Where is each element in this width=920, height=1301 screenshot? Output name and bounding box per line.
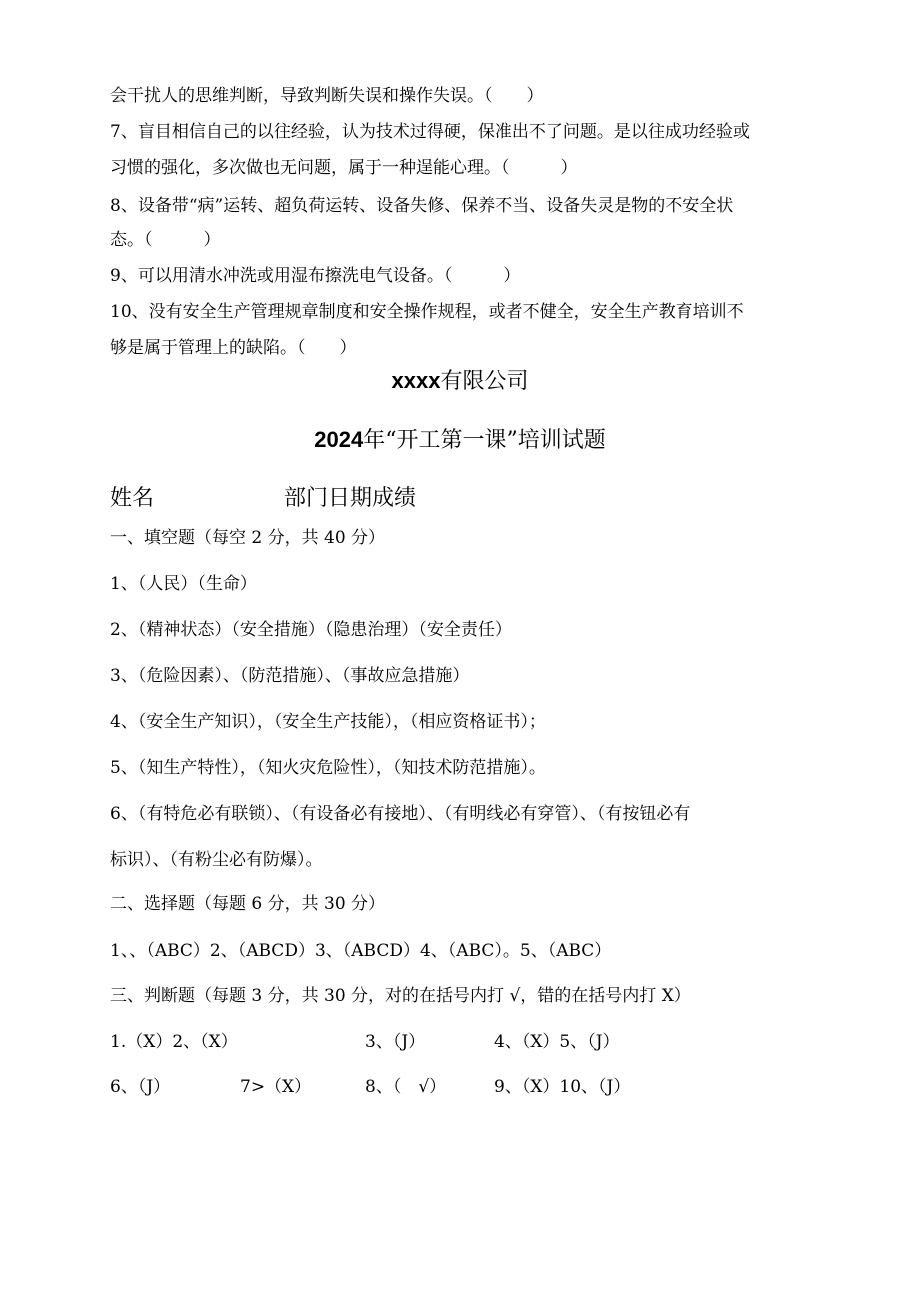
question-line: 10、没有安全生产管理规章制度和安全操作规程，或者不健全，安全生产教育培训不 [110, 302, 744, 322]
exam-title [0, 425, 920, 456]
judgment-answer: 1.（X）2、（X） [110, 1032, 238, 1052]
answer-line: 6、（有特危必有联锁）、（有设备必有接地）、（有明线必有穿管）、（有按钮必有 [110, 804, 691, 824]
section-heading: 三、判断题（每题 3 分，共 30 分，对的在括号内打 √，错的在括号内打 X） [110, 986, 691, 1006]
judgment-answer: 6、（J） [110, 1077, 171, 1097]
answer-line: 3、（危险因素）、（防范措施）、（事故应急措施） [110, 666, 470, 686]
answer-line: 标识）、（有粉尘必有防爆）。 [110, 850, 323, 870]
answer-line: 1、、（ABC）2、（ABCD）3、（ABCD）4、（ABC）。5、（ABC） [110, 941, 612, 961]
judgment-answer: 3、（J） [365, 1032, 426, 1052]
company-title [0, 366, 920, 397]
section-heading: 二、选择题（每题 6 分，共 30 分） [110, 894, 386, 914]
question-line: 9、可以用清水冲洗或用湿布擦洗电气设备。（ ） [110, 266, 521, 286]
judgment-answer: 8、（ √） [365, 1077, 447, 1097]
judgment-answer: 4、（X）5、（J） [494, 1032, 620, 1052]
question-line: 够是属于管理上的缺陷。（ ） [110, 338, 357, 358]
question-line: 会干扰人的思维判断，导致判断失误和操作失误。（ ） [110, 86, 544, 106]
answer-line: 1、（人民）（生命） [110, 574, 257, 594]
judgment-answer: 9、（X）10、（J） [494, 1077, 631, 1097]
name-label: 姓名 [110, 486, 155, 511]
question-line: 8、设备带“病”运转、超负荷运转、设备失修、保养不当、设备失灵是物的不安全状 [110, 196, 734, 216]
exam-title-year: 2024 [314, 427, 364, 452]
question-line: 态。（ ） [110, 230, 221, 250]
judgment-answer: 7>（X） [240, 1077, 312, 1097]
answer-line: 4、（安全生产知识），（安全生产技能），（相应资格证书）； [110, 712, 546, 732]
answer-line: 5、（知生产特性），（知火灾危险性），（知技术防范措施）。 [110, 758, 546, 778]
exam-title-rest: 年“开工第一课”培训试题 [363, 428, 606, 453]
info-fields-label: 部门日期成绩 [284, 486, 417, 511]
question-line: 习惯的强化，多次做也无问题，属于一种逞能心理。（ ） [110, 158, 578, 178]
answer-line: 2、（精神状态）（安全措施）（隐患治理）（安全责任） [110, 620, 512, 640]
question-line: 7、盲目相信自己的以往经验，认为技术过得硬，保准出不了问题。是以往成功经验或 [110, 122, 750, 142]
section-heading: 一、填空题（每空 2 分，共 40 分） [110, 528, 386, 548]
company-title-rest: 有限公司 [440, 369, 529, 394]
company-title-bold: xxxx [391, 368, 441, 393]
